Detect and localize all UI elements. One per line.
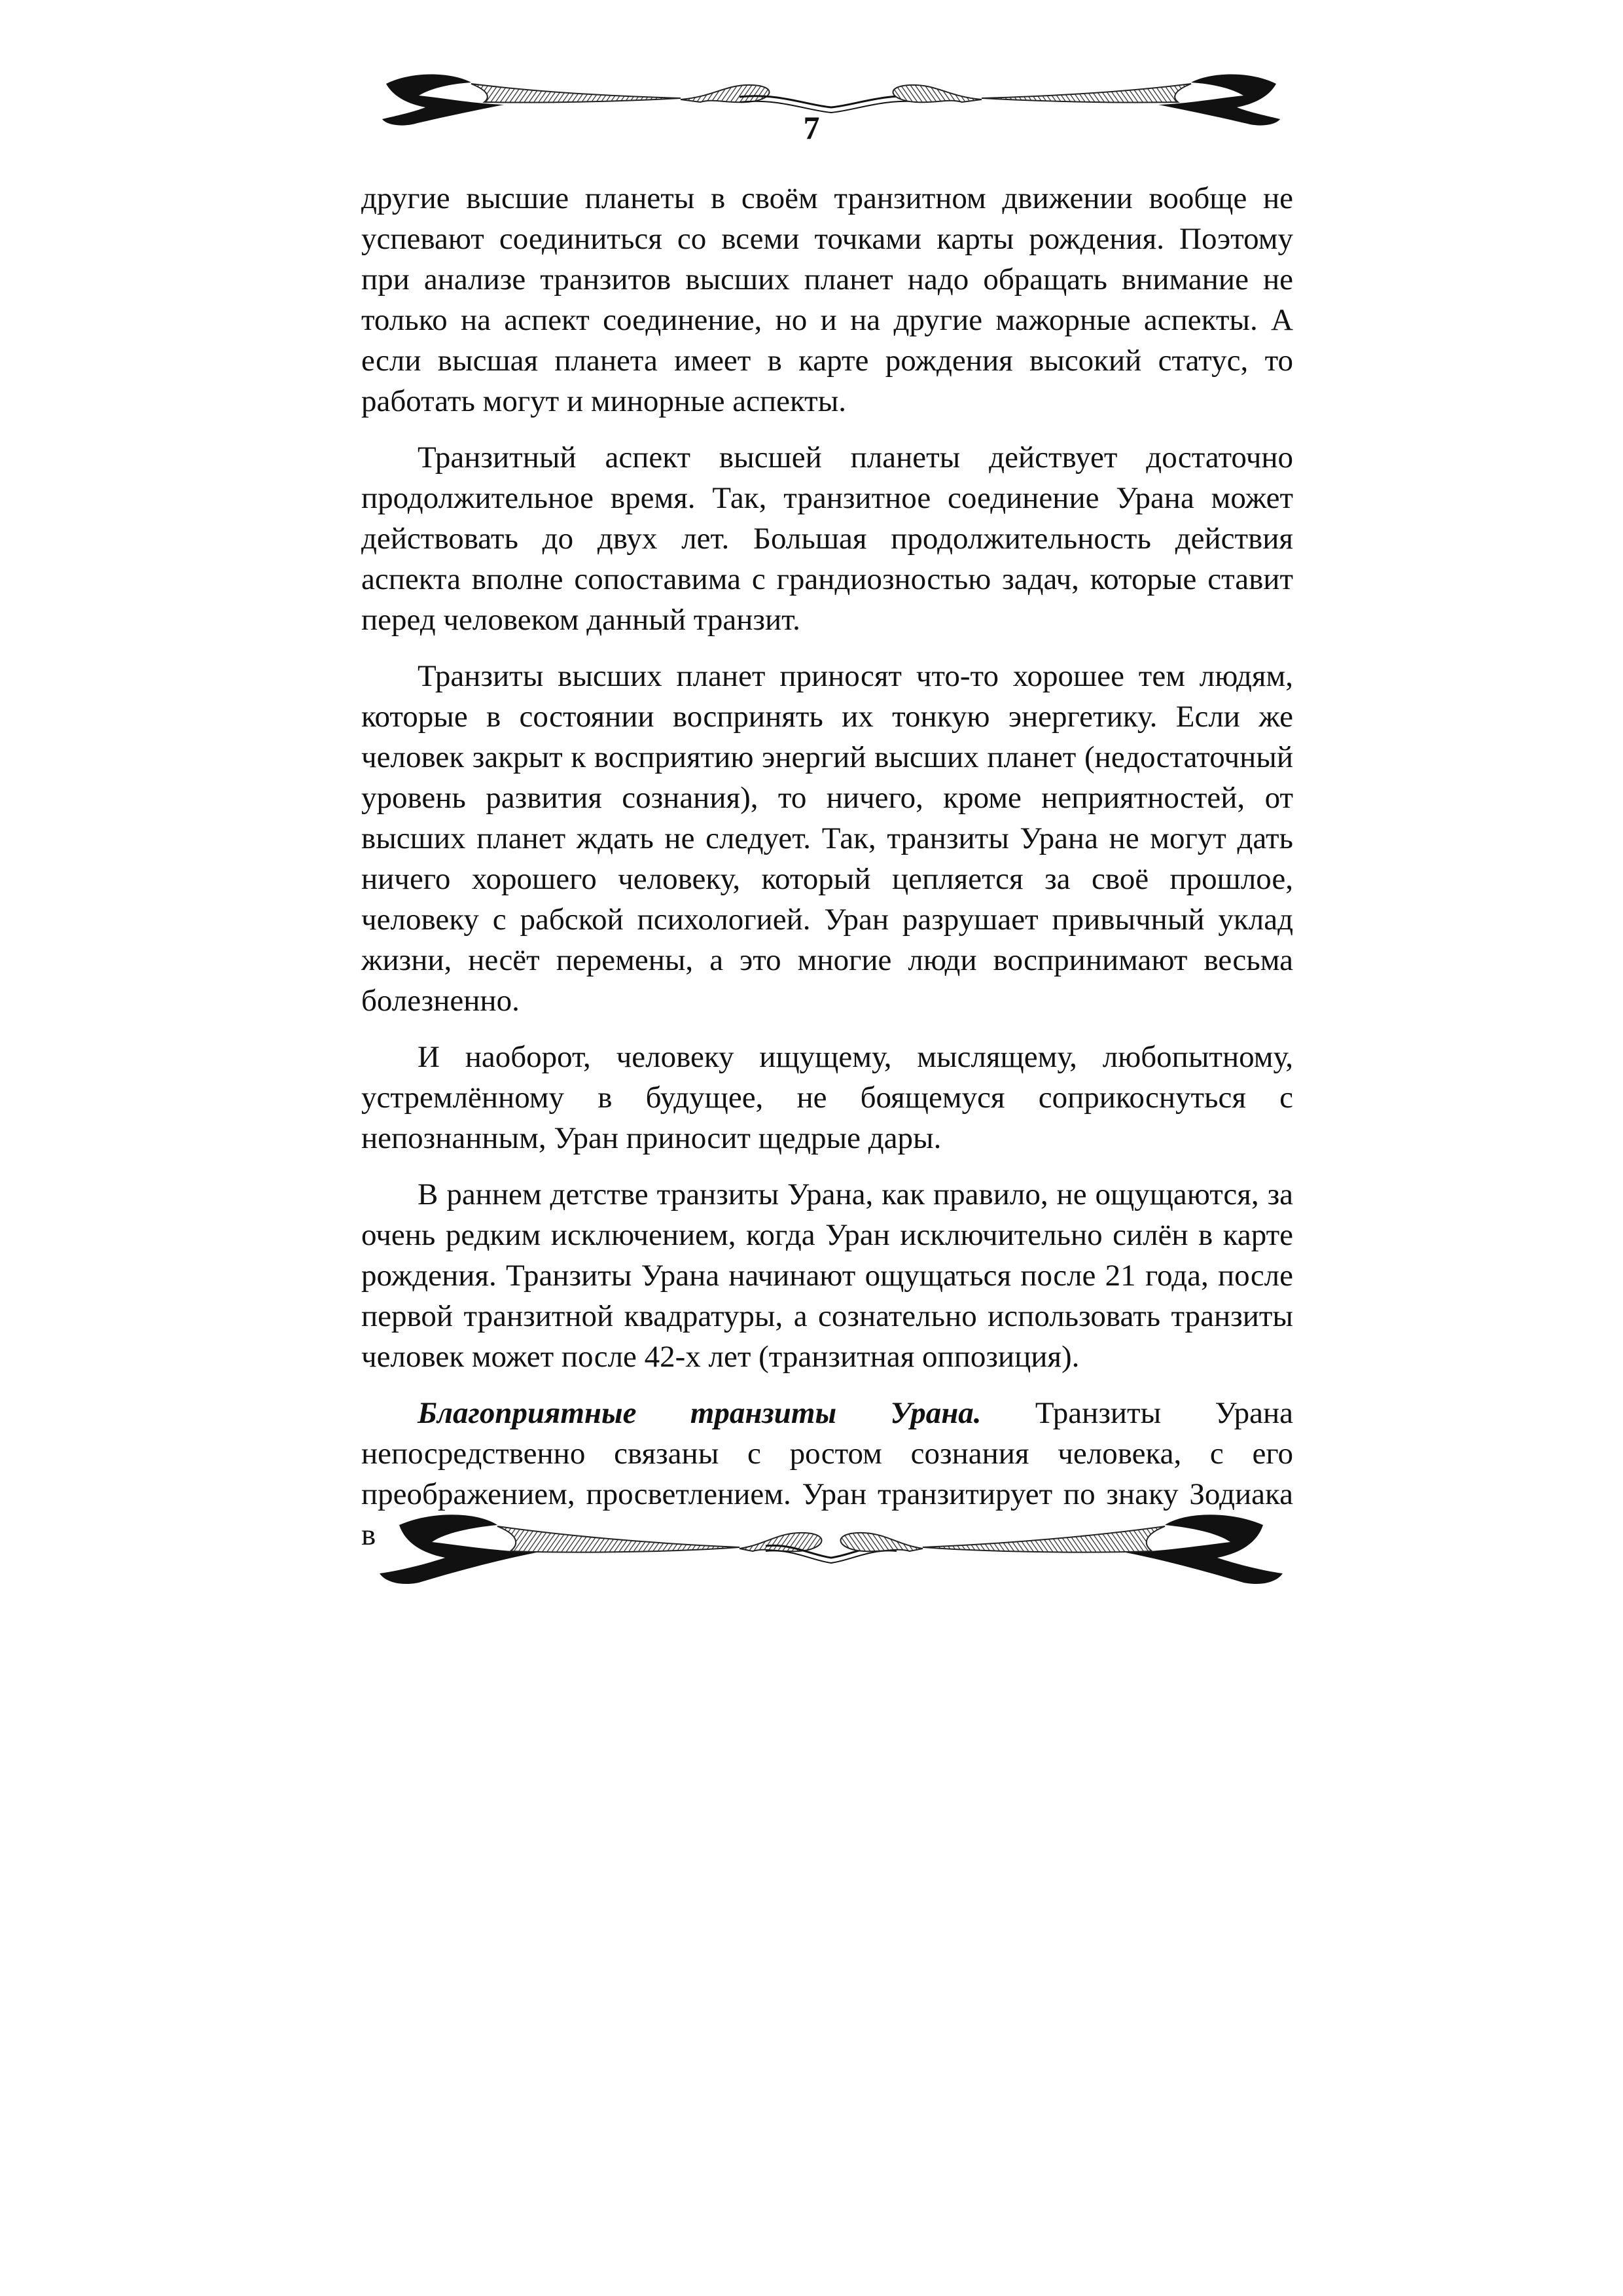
bottom-ornament <box>373 1505 1289 1610</box>
paragraph-4: И наоборот, человеку ищущему, мыслящему, любопытному, устремлённому в будущее, не боящемуся соприкоснуться с непознанным, Уран приносит щедрые дары. <box>361 1040 1293 1155</box>
page-number: 7 <box>803 109 820 146</box>
paragraph-6-text: Транзиты Урана непосредственно связаны с ростом сознания человека, с его преображением, просветлением. Уран транзитирует по знаку Зодиака в <box>361 1396 1293 1552</box>
body-text <box>361 178 1293 1571</box>
paragraph-5: В раннем детстве транзиты Урана, как правило, не ощущаются, за очень редким исключением, когда Уран исключительно силён в карте рождения. Транзиты Урана начинают ощущаться после 21 года, после первой транзитной квадратуры, а сознательно использовать транзиты человек может после 42-х лет (транзитная оппозиция). <box>361 1177 1293 1374</box>
paragraph-3: Транзиты высших планет приносят что-то хорошее тем людям, которые в состоянии воспринять их тонкую энергетику. Если же человек закрыт к восприятию энергий высших планет (недостаточный уровень развития сознания), то ничего, кроме неприятностей, от высших планет ждать не следует. Так, транзиты Урана не могут дать ничего хорошего человеку, который цепляется за своё прошлое, человеку с рабской психологией. Уран разрушает привычный уклад жизни, несёт перемены, а это многие люди воспринимают весьма болезненно. <box>361 659 1293 1018</box>
paragraph-2: Транзитный аспект высшей планеты действует достаточно продолжительное время. Так, транзитное соединение Урана может действовать до двух лет. Большая продолжительность действия аспекта вполне сопоставима с грандиозностью задач, которые ставит перед человеком данный транзит. <box>361 440 1293 637</box>
section-heading: Благоприятные транзиты Урана. <box>418 1396 982 1430</box>
flourish-bottom-icon <box>373 1505 1289 1610</box>
paragraph-1: другие высшие планеты в своём транзитном движении вообще не успевают соединиться со всеми точками карты рождения. Поэтому при анализе транзитов высших планет надо обращать внимание не только на аспект соединение, но и на другие мажорные аспекты. А если высшая планета имеет в карте рождения высокий статус, то работать могут и минорные аспекты. <box>361 181 1293 418</box>
